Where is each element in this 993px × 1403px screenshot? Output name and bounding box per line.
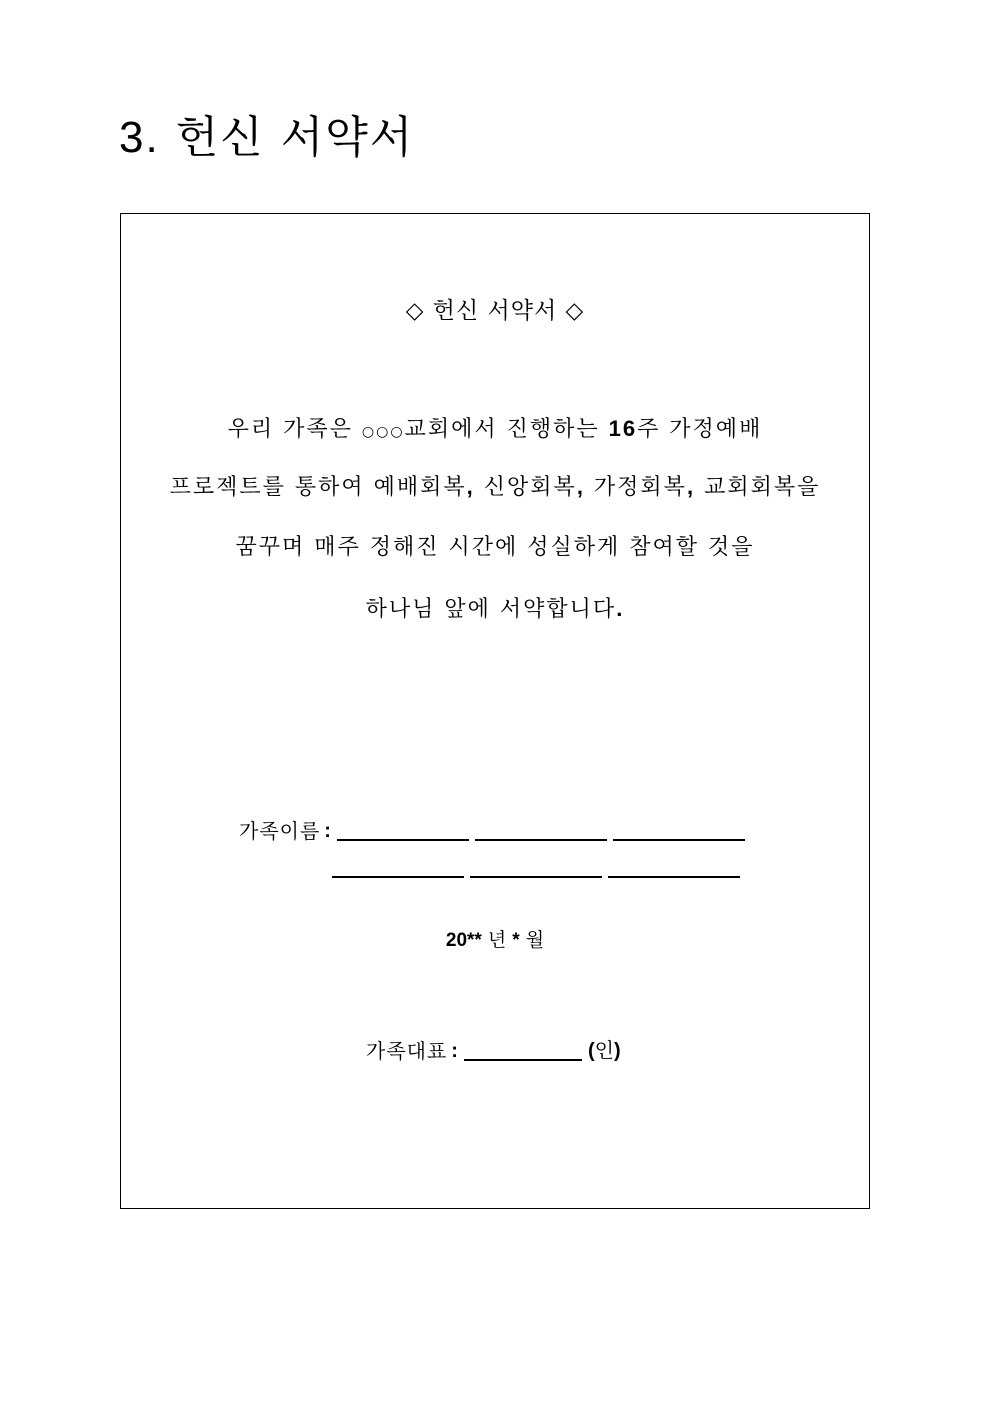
- representative-row: [366, 1035, 621, 1066]
- line4-period: .: [616, 596, 625, 621]
- seal-paren-open: (: [587, 1040, 595, 1062]
- family-name-blank-3[interactable]: [613, 839, 745, 841]
- family-name-blank-4[interactable]: [332, 876, 464, 878]
- pledge-title: ◇ 헌신 서약서 ◇: [405, 298, 585, 324]
- pledge-line-3: 꿈꾸며 매주 정해진 시간에 성실하게 참여할 것을: [235, 535, 755, 560]
- line4-text: 하나님 앞에 서약합니다: [365, 597, 617, 622]
- pledge-box: [120, 213, 870, 1209]
- representative-blank[interactable]: [464, 1059, 582, 1061]
- page-heading: [119, 108, 414, 168]
- line2-comma-1: ,: [466, 474, 475, 499]
- pledge-line-4: [121, 592, 869, 627]
- seal-text: 인: [594, 1038, 614, 1062]
- date-month-unit: 월: [519, 929, 545, 951]
- date-month: *: [512, 930, 520, 951]
- heading-text: 헌신 서약서: [175, 112, 415, 163]
- family-name-blank-6[interactable]: [608, 876, 740, 878]
- church-name-placeholder: ○○○: [361, 424, 405, 440]
- representative-colon: :: [451, 1040, 458, 1062]
- line2-part2: 신앙회복: [474, 475, 577, 500]
- family-name-blank-2[interactable]: [475, 839, 607, 841]
- line2-part1: 프로젝트를 통하여 예배회복: [169, 475, 467, 500]
- heading-number: 3.: [119, 113, 160, 162]
- family-name-blank-1[interactable]: [337, 839, 469, 841]
- family-names-colon: :: [324, 820, 331, 842]
- weeks-number: 16: [608, 416, 638, 441]
- family-names-label: 가족이름: [239, 819, 321, 843]
- pledge-date: [121, 925, 869, 956]
- pledge-line-2: [121, 470, 869, 505]
- seal-mark: [588, 1035, 621, 1066]
- line2-part4: 교회회복을: [695, 475, 821, 500]
- line1-part1: 우리 가족은: [227, 417, 362, 442]
- family-names-row: [239, 816, 751, 846]
- date-year-unit: 년: [481, 929, 513, 951]
- pledge-line-1: [121, 412, 869, 449]
- line1-part2: 교회에서 진행하는: [404, 417, 609, 442]
- family-names-row-2: [332, 876, 746, 883]
- representative-label: 가족대표: [366, 1039, 448, 1063]
- line2-comma-3: ,: [686, 474, 696, 499]
- date-year: 20**: [445, 930, 482, 951]
- line2-part3: 가정회복: [584, 475, 687, 500]
- line2-comma-2: ,: [576, 474, 585, 499]
- seal-paren-close: ): [613, 1040, 621, 1062]
- line1-part3: 주 가정예배: [637, 417, 763, 442]
- family-name-blank-5[interactable]: [470, 876, 602, 878]
